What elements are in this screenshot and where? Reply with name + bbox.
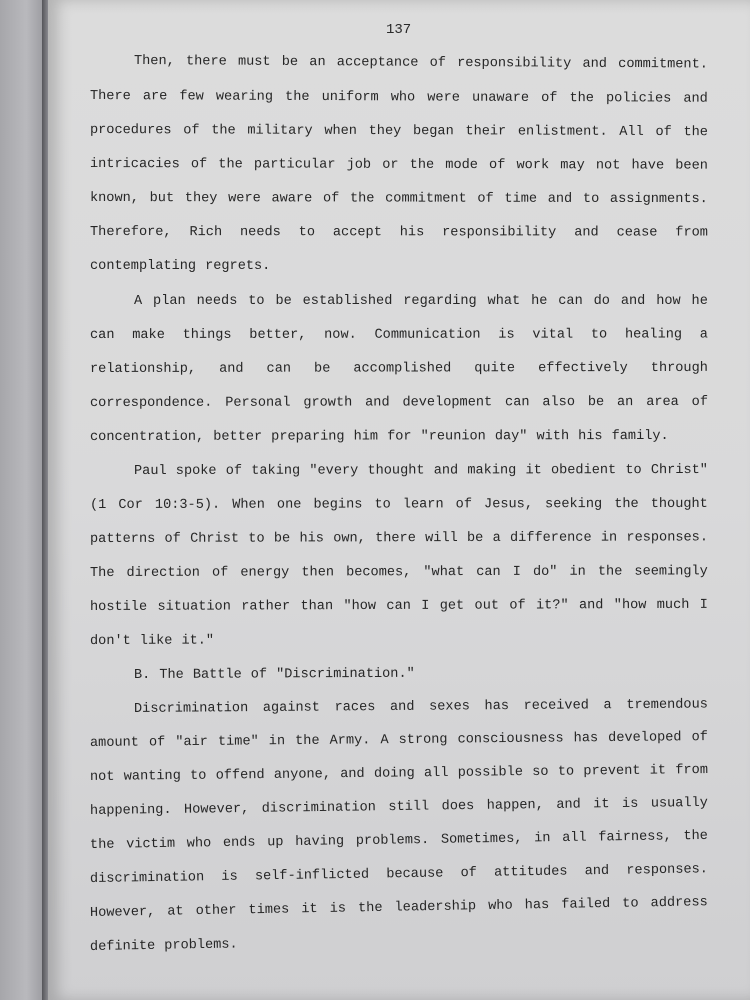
text-line: happening. However, discrimination still does happen, and it is usually bbox=[89, 795, 708, 819]
text-line: Then, there must be an acceptance of responsibility and commitment. bbox=[133, 54, 708, 73]
text-line: not wanting to offend anyone, and doing all possible so to prevent it from bbox=[89, 762, 709, 785]
text-line: can make things better, now. Communication is vital to healing a bbox=[89, 327, 708, 343]
text-line: discrimination is self-inflicted because of attitudes and responses. bbox=[89, 862, 709, 887]
text-line: Discrimination against races and sexes has received a tremendous bbox=[133, 697, 708, 717]
text-line: contemplating regrets. bbox=[90, 259, 271, 274]
text-line: concentration, better preparing him for "reunion day" with his family. bbox=[89, 428, 669, 445]
text-line: amount of "air time" in the Army. A strong consciousness has developed of bbox=[89, 730, 708, 751]
text-line: There are few wearing the uniform who were unaware of the policies and bbox=[89, 89, 708, 107]
section-heading: B. The Battle of "Discrimination." bbox=[133, 666, 415, 683]
text-line: Paul spoke of taking "every thought and making it obedient to Christ" bbox=[133, 462, 708, 479]
text-line: Therefore, Rich needs to accept his responsibility and cease from bbox=[89, 225, 708, 241]
text-line: the victim who ends up having problems. Sometimes, in all fairness, the bbox=[89, 828, 708, 853]
book-page bbox=[48, 0, 750, 1000]
text-line: procedures of the military when they began their enlistment. All of the bbox=[89, 123, 708, 141]
text-line: relationship, and can be accomplished quite effectively through bbox=[89, 360, 708, 377]
text-line: correspondence. Personal growth and development can also be an area of bbox=[89, 394, 709, 411]
text-line: (1 Cor 10:3-5). When one begins to learn of Jesus, seeking the thought bbox=[89, 496, 708, 513]
facing-page-edge bbox=[0, 0, 44, 1000]
text-line: patterns of Christ to be his own, there will be a difference in responses. bbox=[89, 530, 709, 547]
page-number: 137 bbox=[386, 22, 412, 38]
text-line: The direction of energy then becomes, "what can I do" in the seemingly bbox=[89, 564, 708, 581]
text-line: don't like it." bbox=[89, 633, 215, 649]
text-line: However, at other times it is the leadership who has failed to address bbox=[89, 895, 708, 921]
text-line: intricacies of the particular job or the mode of work may not have been bbox=[89, 157, 708, 174]
text-line: hostile situation rather than "how can I get out of it?" and "how much I bbox=[89, 597, 708, 615]
text-line: A plan needs to be established regarding what he can do and how he bbox=[134, 294, 708, 309]
text-line: known, but they were aware of the commitment of time and to assignments. bbox=[89, 191, 708, 208]
text-line: definite problems. bbox=[89, 937, 238, 955]
